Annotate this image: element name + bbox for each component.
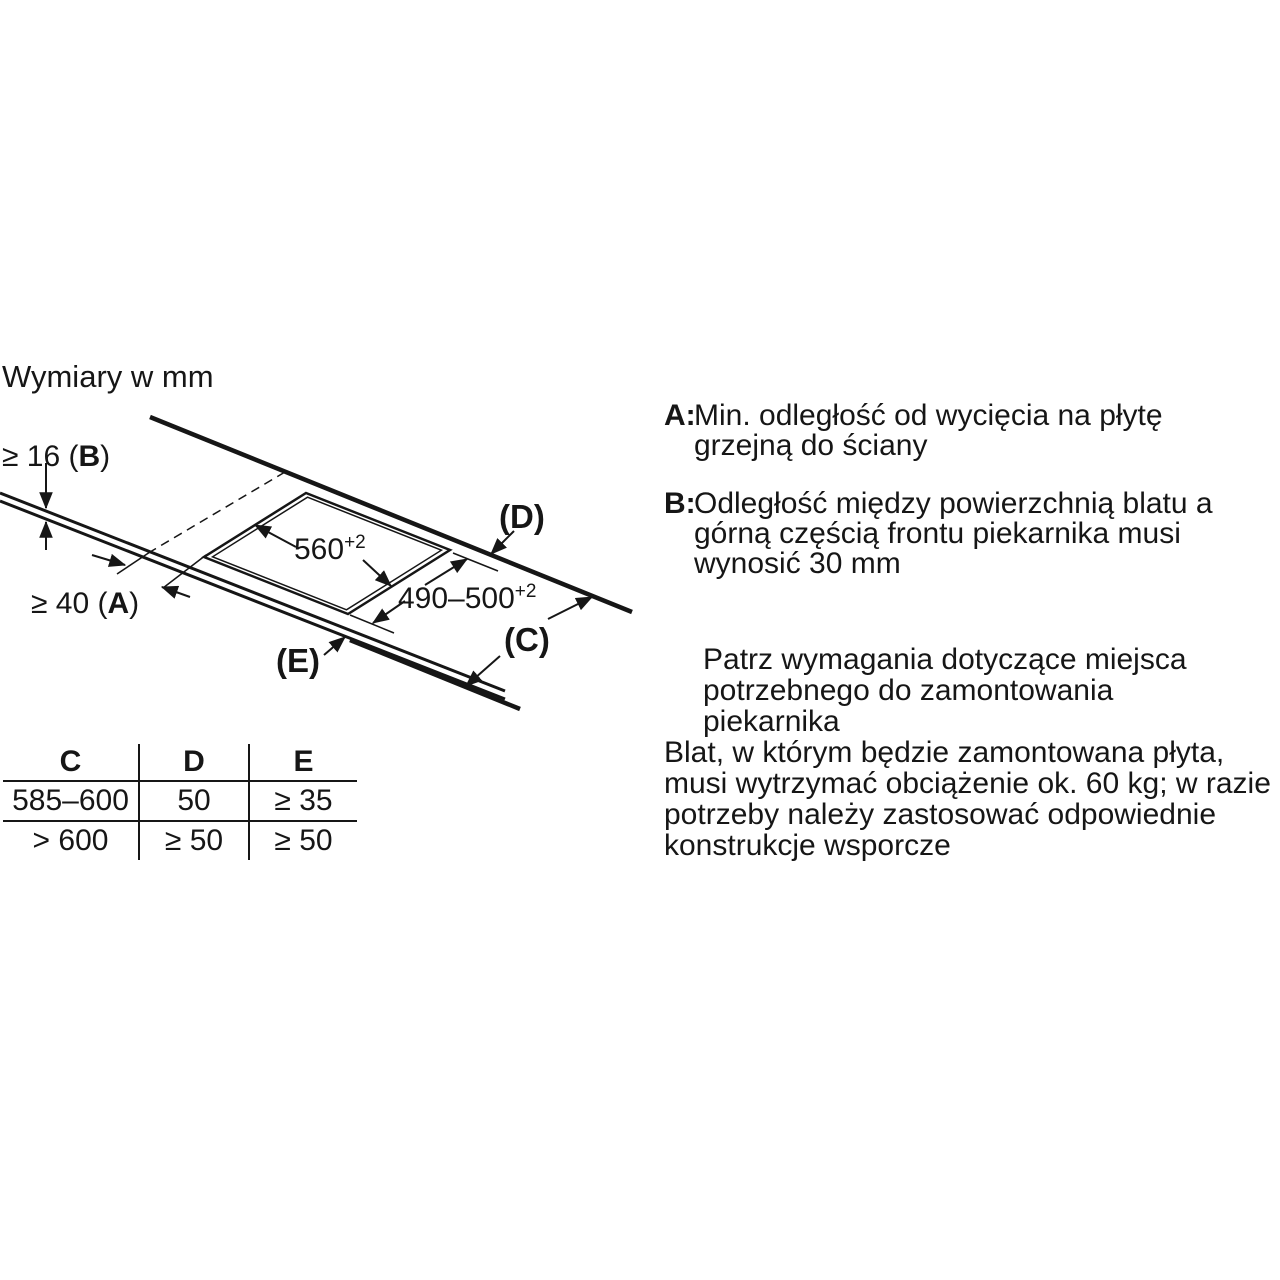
- cutout-width-left-arrow: [255, 525, 296, 547]
- table-cell: 585–600: [3, 781, 139, 821]
- note-oven-space-line: piekarnika: [703, 705, 840, 738]
- cutout-width-label: $560^{+2}$: [294, 532, 366, 566]
- table-cell: 50: [139, 781, 249, 821]
- pos-e-arrow: [324, 637, 345, 655]
- pos-e-label: (E): [276, 642, 320, 679]
- table-row: [3, 781, 357, 821]
- note-worktop-load-line: potrzeby należy zastosować odpowiednie: [664, 798, 1216, 831]
- dim-a-label: ≥ 40 (A): [31, 587, 140, 620]
- dashed-wall-line-tail: [117, 552, 150, 574]
- pos-d-label: (D): [499, 498, 545, 535]
- table-header-c: C: [3, 744, 139, 781]
- table-header-row: [3, 744, 357, 781]
- table-cell: > 600: [32, 824, 109, 857]
- cutout-depth-label: $490-500^{+2}$: [398, 581, 537, 615]
- note-a: [664, 401, 1163, 461]
- pos-c-label: (C): [504, 621, 550, 658]
- note-b-line: wynosić 30 mm: [694, 547, 901, 580]
- dim-a-left-arrow: [162, 587, 190, 597]
- note-worktop-load: [664, 737, 1271, 861]
- note-b-line: Odległość między powierzchnią blatu a: [694, 487, 1213, 520]
- table-cell: ≥ 35: [249, 781, 357, 821]
- dashed-wall-line: [150, 472, 285, 552]
- table-header-d: D: [139, 744, 249, 781]
- cabinet-front-line: [350, 640, 520, 709]
- note-oven-space-line: potrzebnego do zamontowania: [703, 674, 1114, 707]
- dimension-table: [3, 744, 357, 860]
- note-b: [664, 489, 1213, 579]
- table-header-e: E: [249, 744, 357, 781]
- note-a-marker: A:: [664, 399, 696, 432]
- note-worktop-load-line: konstrukcje wsporcze: [664, 829, 951, 862]
- page-title: Wymiary w mm: [2, 359, 214, 394]
- dim-b-label: ≥ 16 (B): [2, 440, 111, 473]
- note-b-marker: B:: [664, 487, 696, 520]
- dim-a-right-arrow: [92, 555, 125, 565]
- note-worktop-load-line: musi wytrzymać obciążenie ok. 60 kg; w razie: [664, 767, 1271, 800]
- note-b-line: górną częścią frontu piekarnika musi: [694, 517, 1181, 550]
- note-worktop-load-line: Blat, w którym będzie zamontowana płyta,: [664, 736, 1225, 769]
- note-a-line: grzejną do ściany: [694, 429, 928, 462]
- worktop-back-edge-line: [150, 417, 632, 612]
- table-cell: ≥ 50: [249, 821, 357, 860]
- table-row: [3, 821, 357, 860]
- note-oven-space: [703, 644, 1187, 737]
- note-oven-space-line: Patrz wymagania dotyczące miejsca: [703, 643, 1187, 676]
- table-cell: ≥ 50: [139, 821, 249, 860]
- cutout-bottom-corner-extension-line: [350, 615, 394, 633]
- note-a-line: Min. odległość od wycięcia na płytę: [694, 399, 1163, 432]
- cutout-width-right-arrow: [363, 560, 391, 586]
- pos-c-upper-arrow: [548, 597, 592, 619]
- installation-diagram: [0, 360, 660, 720]
